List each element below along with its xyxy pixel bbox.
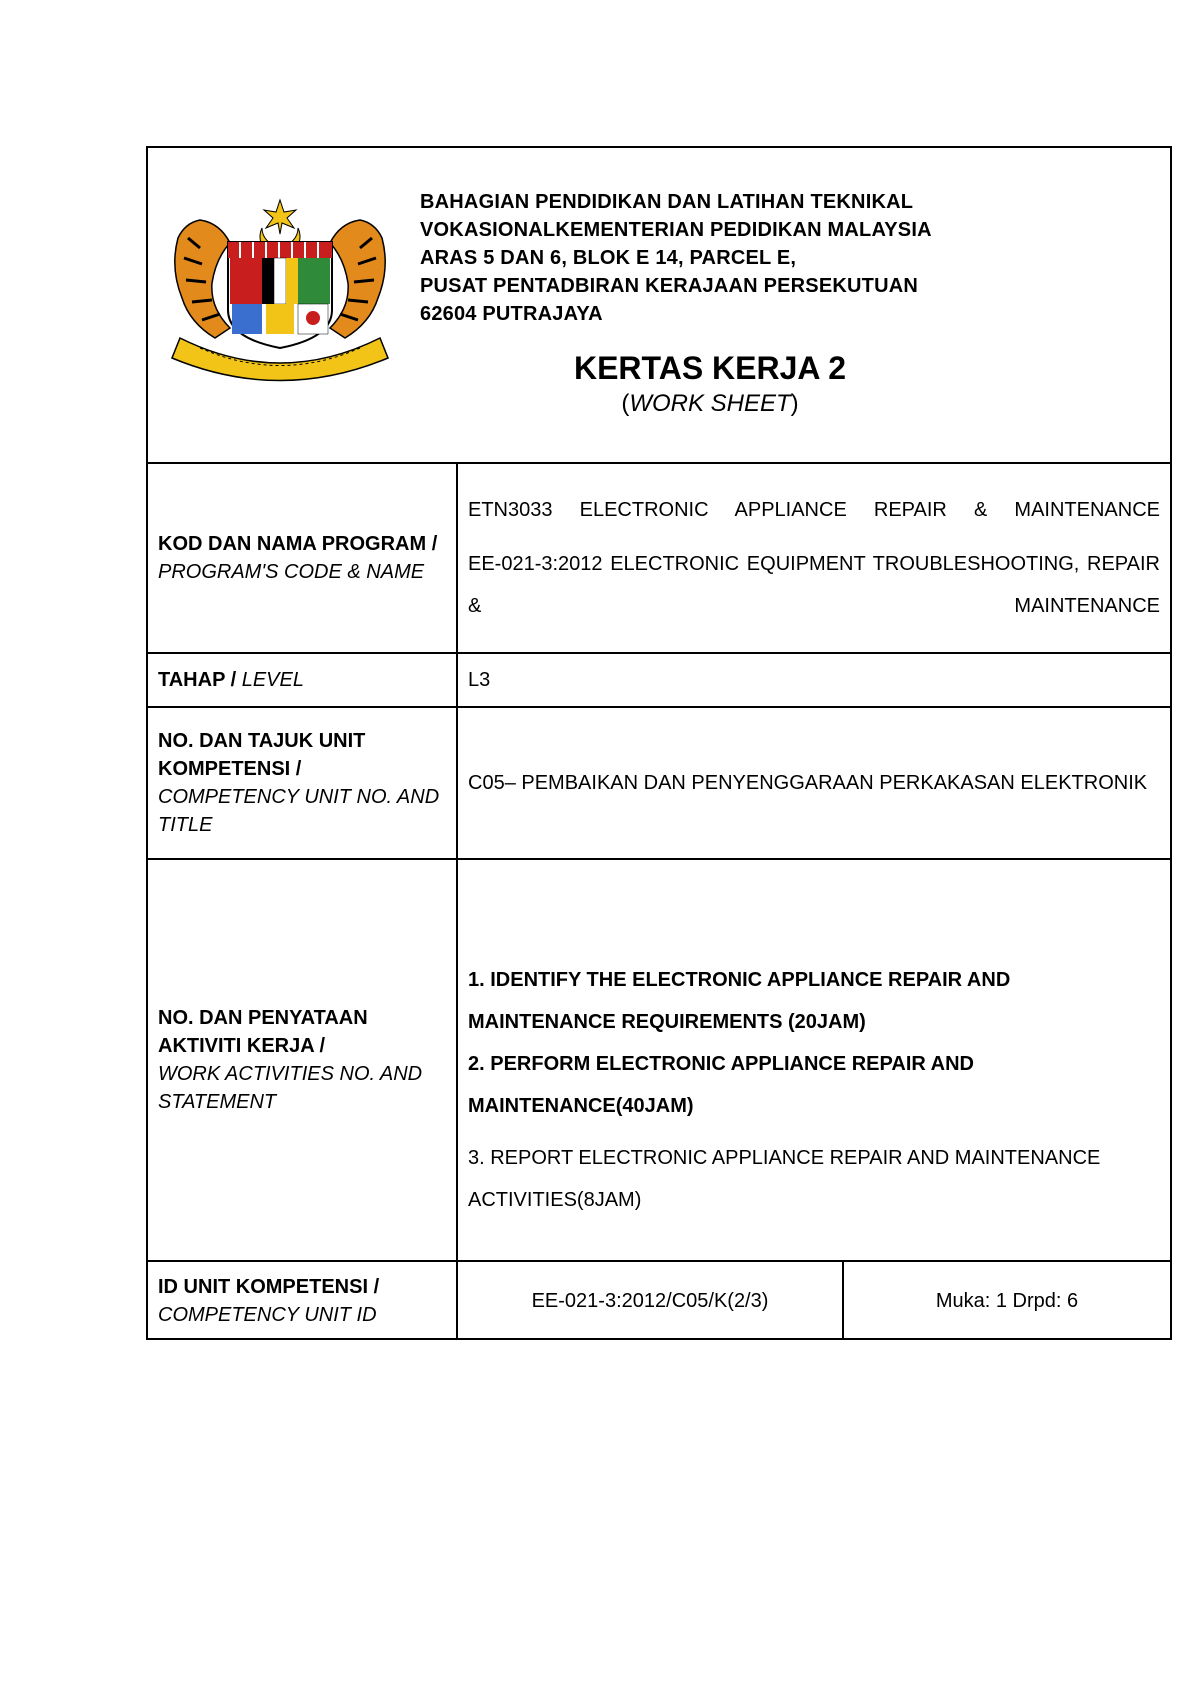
address-line: ARAS 5 DAN 6, BLOK E 14, PARCEL E, (420, 247, 797, 269)
subtitle-open-paren: ( (621, 390, 630, 417)
program-line: EE-021-3:2012 ELECTRONIC EQUIPMENT TROUBLESHOOTING, REPAIR & MAINTENANCE (468, 553, 1160, 617)
work-activities-label-bold: NO. DAN PENYATAAN AKTIVITI KERJA / (158, 1007, 368, 1057)
program-label-italic: PROGRAM'S CODE & NAME (158, 561, 425, 583)
work-activity-item: 1. IDENTIFY THE ELECTRONIC APPLIANCE REPAIR AND MAINTENANCE REQUIREMENTS (20JAM) (468, 969, 1011, 1033)
competency-unit-id-label-italic: COMPETENCY UNIT ID (158, 1304, 377, 1326)
competency-unit-label-italic: COMPETENCY UNIT NO. AND TITLE (158, 786, 440, 836)
program-value (458, 464, 1170, 652)
competency-unit-id-row (148, 1262, 1170, 1340)
document-subtitle (420, 388, 1000, 420)
work-activities-label (148, 860, 458, 1260)
page-number: Muka: 1 Drpd: 6 (935, 1289, 1079, 1312)
competency-unit-label (148, 708, 458, 858)
work-activities-row (148, 860, 1170, 1262)
competency-unit-id-label-bold: ID UNIT KOMPETENSI / (158, 1276, 380, 1298)
subtitle-text: WORK SHEET (629, 390, 791, 417)
program-line: ETN3033 ELECTRONIC APPLIANCE REPAIR & MAINTENANCE (468, 499, 1160, 521)
address-line: PUSAT PENTADBIRAN KERAJAAN PERSEKUTUAN (420, 275, 919, 297)
work-activity-item: 3. REPORT ELECTRONIC APPLIANCE REPAIR AND MAINTENANCE ACTIVITIES(8JAM) (468, 1147, 1101, 1211)
competency-unit-id-label (148, 1262, 458, 1340)
address-line: 62604 PUTRAJAYA (420, 303, 603, 325)
competency-unit-id-value: EE-021-3:2012/C05/K(2/3) (458, 1262, 844, 1340)
work-activity-item: 2. PERFORM ELECTRONIC APPLIANCE REPAIR AND MAINTENANCE(40JAM) (468, 1053, 974, 1117)
level-row (148, 654, 1170, 708)
work-activities-list (458, 860, 1170, 1260)
program-label (148, 464, 458, 652)
header-section (148, 148, 1170, 464)
competency-unit-value: C05– PEMBAIKAN DAN PENYENGGARAAN PERKAKASAN ELEKTRONIK (468, 772, 1148, 794)
address-line: BAHAGIAN PENDIDIKAN DAN LATIHAN TEKNIKAL (420, 191, 914, 213)
work-activities-label-italic: WORK ACTIVITIES NO. AND STATEMENT (158, 1063, 423, 1113)
program-label-bold: KOD DAN NAMA PROGRAM / (158, 533, 438, 555)
level-label-bold: TAHAP / (158, 669, 237, 691)
document-title-block (420, 348, 1000, 420)
document-title: KERTAS KERJA 2 (573, 350, 847, 386)
subtitle-close-paren: ) (790, 390, 799, 417)
malaysia-coat-of-arms-icon (160, 198, 400, 382)
level-label-italic: LEVEL (241, 669, 304, 691)
level-value: L3 (468, 668, 491, 691)
ministry-address (420, 188, 932, 328)
level-label (148, 654, 458, 706)
worksheet-form (146, 146, 1172, 1340)
competency-unit-label-bold: NO. DAN TAJUK UNIT KOMPETENSI / (158, 730, 366, 780)
competency-unit-row (148, 708, 1170, 860)
program-row (148, 464, 1170, 654)
address-line: VOKASIONALKEMENTERIAN PEDIDIKAN MALAYSIA (420, 219, 932, 241)
